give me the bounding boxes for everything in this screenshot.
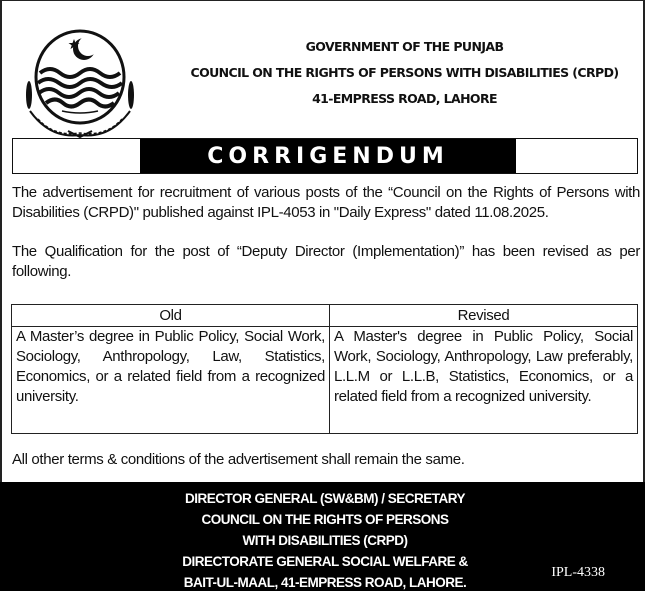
column-header-old: Old <box>12 305 330 327</box>
table-row <box>12 327 638 434</box>
footer-council-cont: WITH DISABILITIES (CRPD) <box>242 533 408 548</box>
table-header-row <box>12 305 638 327</box>
header-address: 41-EMPRESS ROAD, LAHORE <box>312 91 497 106</box>
qualification-paragraph: The Qualification for the post of “Deputy Director (Implementation)” has been revised as per following. <box>12 243 640 280</box>
footer-council: COUNCIL ON THE RIGHTS OF PERSONS <box>201 512 449 527</box>
closing-paragraph: All other terms & conditions of the advertisement shall remain the same. <box>12 451 465 468</box>
header-council: COUNCIL ON THE RIGHTS OF PERSONS WITH DISABILITIES (CRPD) <box>190 65 619 80</box>
footer-address: BAIT-UL-MAAL, 41-EMPRESS ROAD, LAHORE. <box>183 575 467 590</box>
old-qualification-cell: A Master’s degree in Public Policy, Social Work, Sociology, Anthropology, Law, Statistics, Economics, or a related field from a recognized university. <box>12 327 330 434</box>
intro-paragraph: The advertisement for recruitment of various posts of the “Council on the Rights of Persons with Disabilities (CRPD)" published against IPL-4053 in "Daily Express" dated 11.08.2025. <box>12 184 640 221</box>
footer-directorate: DIRECTORATE GENERAL SOCIAL WELFARE & <box>182 554 468 569</box>
revised-qualification-cell: A Master's degree in Public Policy, Social Work, Sociology, Anthropology, Law preferably, L.L.M or L.L.B, Statistics, Economics, or a related field from a recognized university. <box>330 327 638 434</box>
corrigendum-banner <box>12 138 638 174</box>
header-government: GOVERNMENT OF THE PUNJAB <box>305 39 504 54</box>
column-header-revised: Revised <box>330 305 638 327</box>
footer-signature-block <box>0 482 645 591</box>
footer-designation: DIRECTOR GENERAL (SW&BM) / SECRETARY <box>184 491 465 506</box>
corrigendum-title: CORRIGENDUM <box>140 139 516 173</box>
punjab-emblem-logo <box>24 27 136 141</box>
qualification-table <box>11 304 638 434</box>
ipl-code: IPL-4338 <box>551 565 605 580</box>
